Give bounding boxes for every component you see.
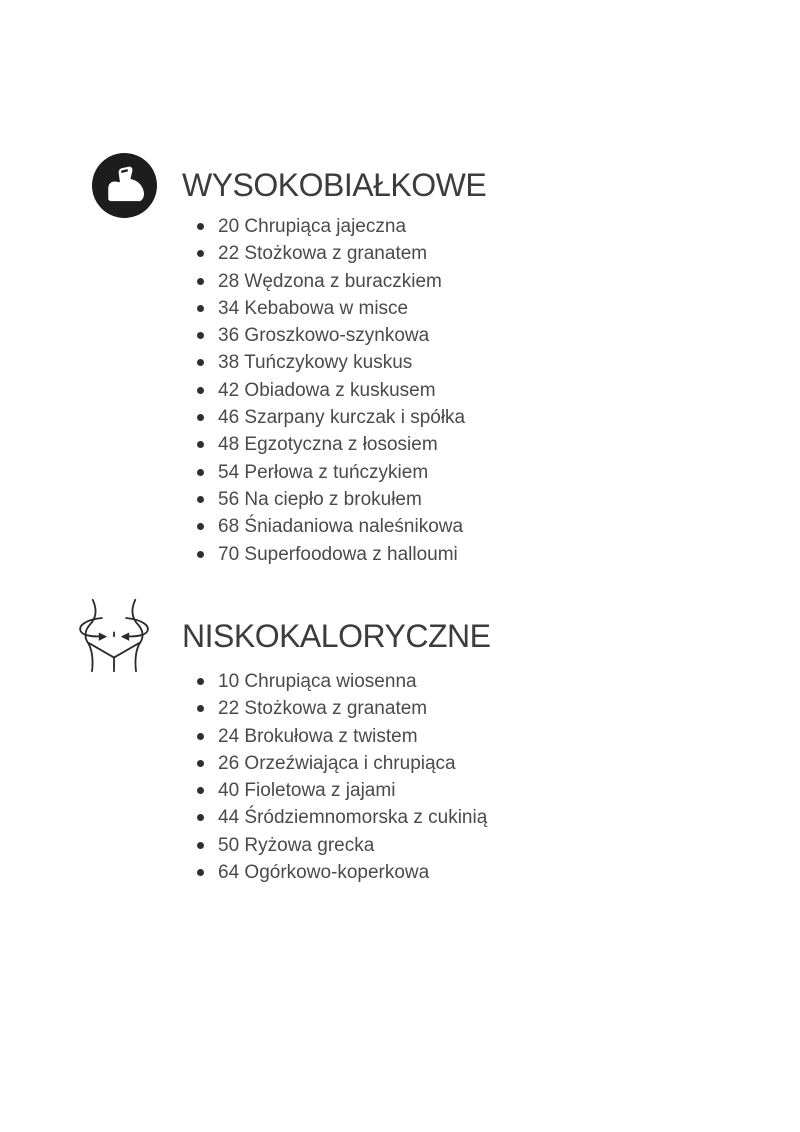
section-low-calorie	[0, 596, 800, 886]
toc-entry	[218, 295, 800, 322]
recipe-title: Wędzona z buraczkiem	[239, 270, 442, 292]
recipe-title: Chrupiąca jajeczna	[239, 216, 407, 237]
toc-entry	[218, 804, 800, 831]
page-number: 44	[218, 807, 240, 829]
toc-entry	[218, 459, 800, 486]
recipe-title: Śródziemnomorska z cukinią	[239, 807, 488, 829]
toc-entry	[218, 431, 800, 458]
recipe-title: Fioletowa z jajami	[239, 780, 396, 802]
page-number: 48	[218, 434, 240, 456]
waist-icon	[76, 597, 152, 674]
page-number: 34	[218, 297, 240, 319]
page-number: 38	[218, 352, 240, 374]
recipe-title: Na ciepło z brokułem	[239, 488, 422, 510]
page-number: 50	[218, 834, 240, 856]
page-number: 70	[218, 543, 240, 565]
bicep-icon	[92, 153, 157, 218]
toc-entry	[218, 859, 800, 886]
toc-entry	[218, 777, 800, 804]
toc-entry	[218, 404, 800, 431]
page-number: 40	[218, 780, 240, 802]
page-number: 56	[218, 488, 240, 510]
recipe-title: Groszkowo-szynkowa	[239, 325, 430, 347]
page-number: 28	[218, 270, 240, 292]
section-header	[0, 596, 800, 676]
toc-entry	[218, 750, 800, 777]
section-header	[0, 149, 800, 221]
recipe-title: Kebabowa w misce	[239, 297, 409, 319]
recipe-title: Ogórkowo-koperkowa	[239, 862, 430, 884]
toc-entry	[218, 213, 800, 240]
recipe-title: Tuńczykowy kuskus	[239, 352, 413, 374]
toc-entry	[218, 695, 800, 722]
page-number: 10	[218, 671, 240, 692]
page-number: 22	[218, 698, 240, 720]
recipe-list	[0, 668, 800, 886]
recipe-title: Stożkowa z granatem	[239, 698, 428, 720]
toc-entry	[218, 322, 800, 349]
recipe-title: Ryżowa grecka	[239, 834, 375, 856]
toc-entry	[218, 377, 800, 404]
page-number: 24	[218, 725, 240, 747]
toc-entry	[218, 486, 800, 513]
toc-entry	[218, 832, 800, 859]
page-number: 22	[218, 243, 240, 265]
recipe-title: Śniadaniowa naleśnikowa	[239, 516, 464, 538]
recipe-list	[0, 213, 800, 568]
recipe-title: Obiadowa z kuskusem	[239, 379, 436, 401]
page-number: 42	[218, 379, 240, 401]
section-title: WYSOKOBIAŁKOWE	[182, 166, 487, 203]
toc-entry	[218, 668, 800, 695]
recipe-title: Stożkowa z granatem	[239, 243, 428, 265]
recipe-title: Egzotyczna z łososiem	[239, 434, 438, 456]
page-number: 20	[218, 216, 240, 237]
toc-entry	[218, 268, 800, 295]
section-high-protein	[0, 149, 800, 568]
toc-entry	[218, 541, 800, 568]
page-number: 64	[218, 862, 240, 884]
page-number: 46	[218, 407, 240, 429]
recipe-title: Superfoodowa z halloumi	[239, 543, 458, 565]
page-number: 68	[218, 516, 240, 538]
recipe-title: Brokułowa z twistem	[239, 725, 418, 747]
section-title: NISKOKALORYCZNE	[182, 617, 491, 654]
recipe-title: Chrupiąca wiosenna	[239, 671, 417, 692]
toc-entry	[218, 349, 800, 376]
recipe-title: Orzeźwiająca i chrupiąca	[239, 752, 456, 774]
recipe-title: Szarpany kurczak i spółka	[239, 407, 466, 429]
page-number: 26	[218, 752, 240, 774]
toc-entry	[218, 723, 800, 750]
page-number: 54	[218, 461, 240, 483]
toc-entry	[218, 240, 800, 267]
page-number: 36	[218, 325, 240, 347]
recipe-title: Perłowa z tuńczykiem	[239, 461, 429, 483]
toc-entry	[218, 513, 800, 540]
